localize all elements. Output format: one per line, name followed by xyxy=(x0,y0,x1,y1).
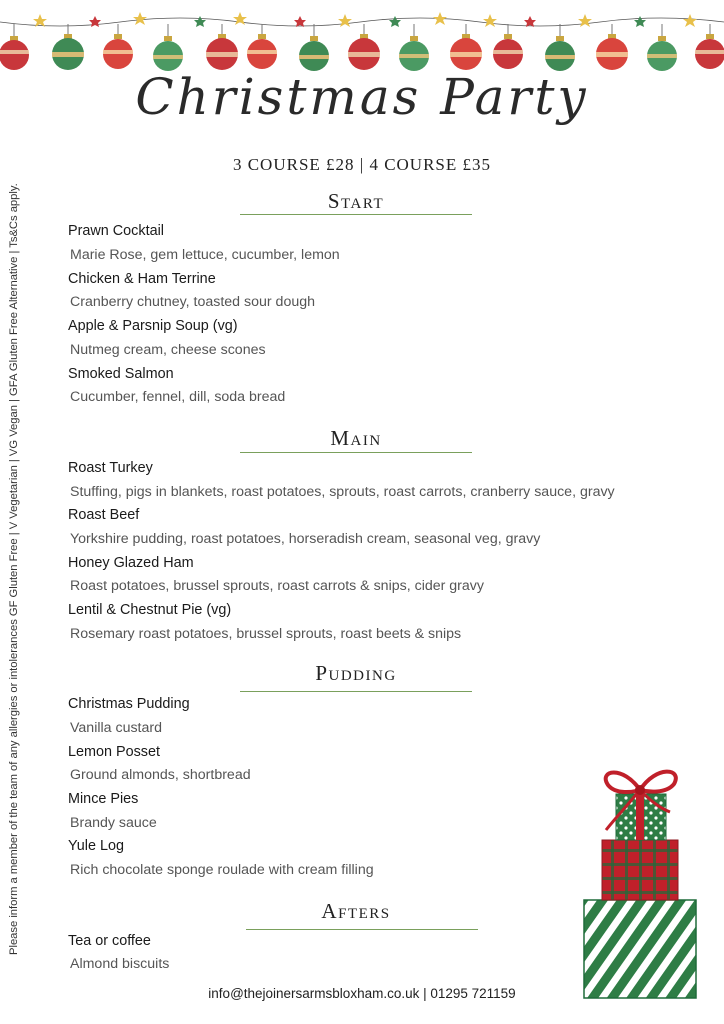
menu-item-name: Lentil & Chestnut Pie (vg) xyxy=(68,602,232,618)
menu-item-name: Yule Log xyxy=(68,838,125,854)
section-divider xyxy=(240,452,472,453)
page-title: Christmas Party xyxy=(135,68,589,126)
section-divider xyxy=(246,929,478,930)
menu-item-description: Almond biscuits xyxy=(70,956,170,972)
section-divider xyxy=(240,214,472,215)
menu-item-name: Smoked Salmon xyxy=(68,366,174,382)
menu-item-description: Roast potatoes, brussel sprouts, roast carrots & snips, cider gravy xyxy=(70,578,484,594)
menu-item-name: Prawn Cocktail xyxy=(68,223,164,239)
allergy-note: Please inform a member of the team of any allergies or intolerances GF Gluten Free | V Vegetarian | VG Vegan | GFA Gluten Free Alternative | Ts&Cs apply. xyxy=(8,183,20,955)
bauble-row xyxy=(0,24,724,71)
menu-item-name: Mince Pies xyxy=(68,791,139,807)
menu-item-name: Tea or coffee xyxy=(68,933,151,949)
menu-item-description: Ground almonds, shortbread xyxy=(70,767,251,783)
menu-item-name: Apple & Parsnip Soup (vg) xyxy=(68,318,238,334)
menu-item-name: Christmas Pudding xyxy=(68,696,190,712)
menu-item-name: Chicken & Ham Terrine xyxy=(68,271,216,287)
section-title-start: Start xyxy=(327,189,385,213)
star-decoration xyxy=(33,12,697,27)
menu-item-description: Stuffing, pigs in blankets, roast potatoes, sprouts, roast carrots, cranberry sauce, gravy xyxy=(70,484,615,500)
section-title-pudding: Pudding xyxy=(315,661,397,685)
menu-item-description: Rich chocolate sponge roulade with cream filling xyxy=(70,862,374,878)
menu-item-description: Vanilla custard xyxy=(70,720,163,736)
menu-item-description: Brandy sauce xyxy=(70,815,157,831)
menu-item-name: Roast Turkey xyxy=(68,460,153,476)
section-title-main: Main xyxy=(330,426,382,450)
gift-stack-illustration xyxy=(578,760,698,1000)
menu-item-name: Roast Beef xyxy=(68,507,140,523)
menu-item-name: Lemon Posset xyxy=(68,744,160,760)
section-divider xyxy=(240,691,472,692)
menu-item-name: Honey Glazed Ham xyxy=(68,555,194,571)
section-title-afters: Afters xyxy=(321,899,391,923)
course-prices: 3 COURSE £28 | 4 COURSE £35 xyxy=(232,155,492,174)
menu-item-description: Cucumber, fennel, dill, soda bread xyxy=(70,389,286,405)
menu-item-description: Rosemary roast potatoes, brussel sprouts, roast beets & snips xyxy=(70,626,462,642)
menu-item-description: Marie Rose, gem lettuce, cucumber, lemon xyxy=(70,247,340,263)
menu-item-description: Nutmeg cream, cheese scones xyxy=(70,342,266,358)
menu-item-description: Cranberry chutney, toasted sour dough xyxy=(70,294,316,310)
menu-item-description: Yorkshire pudding, roast potatoes, horseradish cream, seasonal veg, gravy xyxy=(70,531,541,547)
contact-footer: info@thejoinersarmsbloxham.co.uk | 01295 721159 xyxy=(208,986,516,1001)
